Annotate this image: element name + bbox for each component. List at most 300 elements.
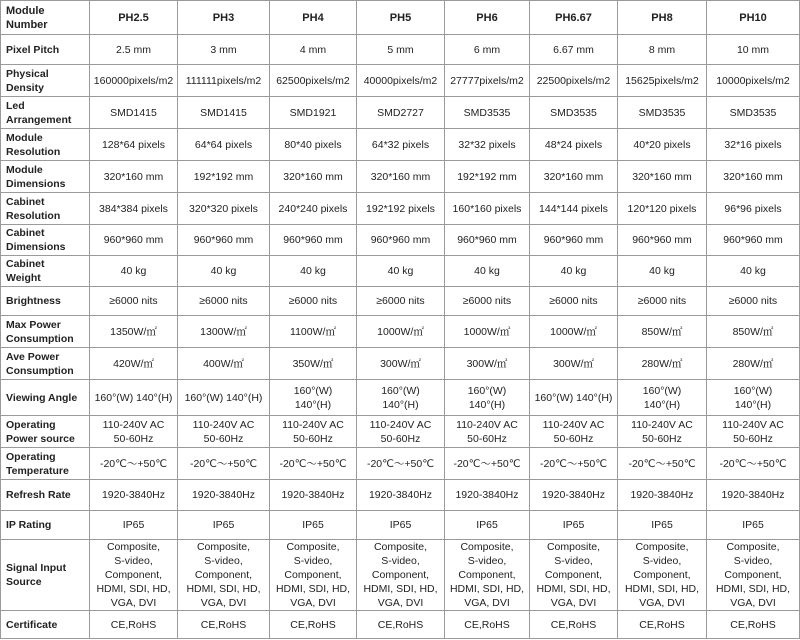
row-label-cell [1,448,90,480]
value-cell [270,193,357,225]
value-cell [618,511,707,540]
value-cell [530,193,618,225]
value-cell-line: VGA, DVI [550,597,597,609]
value-cell-line: SMD1921 [289,106,337,119]
value-cell-line: 1920-3840Hz [541,489,606,501]
value-cell [707,129,800,161]
value-cell-line: 280W/㎡ [641,357,683,370]
value-cell [178,380,270,416]
value-cell-line: ≥6000 nits [728,295,778,307]
value-cell-line: SMD3535 [463,106,511,119]
row-label-cell-line: Operating [6,450,56,463]
value-cell-line: HDMI, SDI, HD, [624,583,700,595]
value-cell-line: 10000pixels/m2 [716,74,790,87]
value-cell [530,161,618,193]
value-cell-line: ≥6000 nits [549,295,598,307]
row-label-cell-line: Brightness [6,295,61,307]
value-cell [90,480,178,511]
value-cell-line: 144*144 pixels [539,202,608,215]
value-cell-line: -20℃～+50℃ [719,457,787,470]
value-cell-line: HDMI, SDI, HD, [275,583,351,595]
value-cell [178,416,270,448]
value-cell [618,129,707,161]
value-cell-line: 192*192 mm [457,170,517,183]
value-cell-line: 1920-3840Hz [191,489,256,501]
value-cell-line: 140°(H) [643,398,681,411]
value-cell-line: VGA, DVI [200,597,247,609]
value-cell [445,65,530,97]
row-label-cell-line: Density [6,81,44,94]
value-cell-line: 64*32 pixels [371,138,430,151]
value-cell-line: HDMI, SDI, HD, [96,583,171,595]
value-cell-line: SMD1415 [110,106,157,119]
value-cell-line: 40 kg [740,265,766,277]
value-cell [178,225,270,256]
value-cell [270,316,357,348]
table-row [1,193,800,225]
value-cell-line: 5 mm [387,43,414,56]
value-cell-line: HDMI, SDI, HD, [363,583,438,595]
value-cell-line: HDMI, SDI, HD, [715,583,791,595]
value-cell-line: 40 kg [387,265,414,277]
value-cell-line: 80*40 pixels [284,138,342,151]
model-header-cell: PH6.67 [530,1,618,35]
row-label-cell [1,416,90,448]
value-cell [445,511,530,540]
value-cell [445,35,530,65]
value-cell-line: 850W/㎡ [641,325,683,338]
value-cell [618,348,707,380]
value-cell-line: 192*192 pixels [366,202,435,215]
value-cell [178,448,270,480]
value-cell-line: 40 kg [210,265,237,277]
value-cell [357,380,445,416]
value-cell-line: -20℃～+50℃ [453,457,521,470]
value-cell [270,129,357,161]
value-cell [707,540,800,611]
value-cell-line: IP65 [562,519,585,531]
value-cell [445,316,530,348]
value-cell-line: 40000pixels/m2 [363,74,438,87]
value-cell-line: 320*160 mm [632,170,692,183]
value-cell-line: SMD3535 [638,106,686,119]
value-cell [90,65,178,97]
value-cell-line: 110-240V AC [456,418,518,431]
value-cell-line: VGA, DVI [377,597,424,609]
value-cell [618,480,707,511]
value-cell [530,511,618,540]
value-cell-line: 160°(W) 140°(H) [94,391,173,404]
row-label-cell-line: Signal Input [6,562,67,574]
value-cell-line: 50-60Hz [113,432,154,445]
row-label-cell-line: Source [6,576,42,588]
value-cell [270,256,357,287]
value-cell [707,480,800,511]
value-cell [618,193,707,225]
value-cell [618,35,707,65]
row-label-cell [1,161,90,193]
value-cell-line: IP65 [389,519,412,531]
row-label-cell-line: Cabinet [6,227,45,239]
value-cell-line: 110-240V AC [542,418,605,431]
value-cell [707,287,800,316]
row-label-cell [1,65,90,97]
value-cell [270,380,357,416]
value-cell [707,161,800,193]
value-cell-line: 40 kg [560,265,587,277]
value-cell-line: CE,RoHS [377,618,424,631]
value-cell [707,65,800,97]
value-cell-line: CE,RoHS [730,618,776,631]
value-cell [530,35,618,65]
value-cell-line: Composite, [546,541,601,553]
value-cell [357,448,445,480]
value-cell [618,225,707,256]
value-cell [90,611,178,639]
row-label-cell-line: Cabinet [6,195,45,208]
value-cell-line: 850W/㎡ [732,325,774,338]
value-cell [530,480,618,511]
value-cell-line: S-video, [293,555,333,567]
table-row [1,611,800,639]
value-cell-line: 160°(W) 140°(H) [534,391,613,404]
model-header-cell: PH10 [707,1,800,35]
value-cell-line: 110-240V AC [722,418,784,431]
value-cell-line: 1920-3840Hz [101,489,166,501]
value-cell-line: 960*960 mm [283,234,343,246]
value-cell [530,348,618,380]
value-cell [707,380,800,416]
value-cell [90,287,178,316]
value-cell [357,348,445,380]
value-cell [270,611,357,639]
row-label-cell-line: Operating [6,418,56,431]
row-label-cell [1,611,90,639]
value-cell-line: 960*960 mm [103,234,164,246]
value-cell [618,380,707,416]
value-cell-line: Component, [458,569,516,581]
value-cell-line: IP65 [302,519,324,531]
value-cell-line: CE,RoHS [200,618,247,631]
value-cell-line: 160°(W) [733,384,773,397]
value-cell-line: 1000W/㎡ [377,325,424,338]
value-cell-line: 1920-3840Hz [630,489,694,501]
value-cell [270,511,357,540]
row-label-cell-line: Viewing Angle [6,391,78,404]
value-cell [445,611,530,639]
value-cell [270,287,357,316]
value-cell [178,193,270,225]
value-cell [90,193,178,225]
value-cell-line: SMD3535 [550,106,597,119]
value-cell [270,35,357,65]
value-cell-line: VGA, DVI [639,597,685,609]
value-cell [357,35,445,65]
value-cell-line: 50-60Hz [642,432,682,445]
row-label-cell-line: Module [6,163,43,176]
value-cell-line: CE,RoHS [550,618,597,631]
value-cell [530,611,618,639]
value-cell-line: S-video, [554,555,593,567]
value-cell-line: 1920-3840Hz [281,489,345,501]
value-cell-line: 10 mm [736,43,770,56]
value-cell-line: 40 kg [300,265,326,277]
table-row [1,97,800,129]
table-row [1,256,800,287]
value-cell-line: 110-240V AC [192,418,255,431]
value-cell [618,416,707,448]
value-cell [90,511,178,540]
value-cell-line: Component, [724,569,782,581]
value-cell [445,416,530,448]
header-row [1,1,800,35]
table-row [1,540,800,611]
value-cell [90,129,178,161]
value-cell-line: 1300W/㎡ [200,325,247,338]
value-cell [90,35,178,65]
model-header-cell: PH3 [178,1,270,35]
value-cell-line: 32*16 pixels [724,138,782,151]
value-cell [178,348,270,380]
value-cell [178,316,270,348]
value-cell-line: VGA, DVI [464,597,510,609]
row-label-cell [1,256,90,287]
value-cell [357,65,445,97]
row-label-cell-line: Ave Power [6,350,60,363]
value-cell-line: 40 kg [474,265,500,277]
value-cell-line: 22500pixels/m2 [536,74,611,87]
value-cell [530,448,618,480]
value-cell-line: CE,RoHS [639,618,685,631]
value-cell-line: 62500pixels/m2 [276,74,350,87]
value-cell [530,316,618,348]
value-cell-line: Component, [544,569,603,581]
value-cell [618,611,707,639]
model-header-cell: PH6 [445,1,530,35]
value-cell [178,65,270,97]
value-cell [618,65,707,97]
value-cell-line: IP65 [476,519,498,531]
value-cell [707,97,800,129]
value-cell-line: 3 mm [210,43,237,56]
value-cell-line: 140°(H) [382,398,419,411]
value-cell-line: 240*240 pixels [278,202,348,215]
value-cell-line: S-video, [467,555,507,567]
value-cell-line: S-video, [381,555,420,567]
table-row [1,511,800,540]
value-cell [445,256,530,287]
value-cell-line: Composite, [373,541,428,553]
value-cell-line: 40 kg [649,265,675,277]
value-cell-line: HDMI, SDI, HD, [186,583,261,595]
value-cell [270,161,357,193]
value-cell [530,129,618,161]
value-cell [357,511,445,540]
value-cell-line: 50-60Hz [380,432,421,445]
value-cell-line: SMD2727 [377,106,424,119]
value-cell-line: Composite, [460,541,514,553]
value-cell-line: S-video, [642,555,682,567]
value-cell-line: 960*960 mm [457,234,517,246]
value-cell-line: 110-240V AC [102,418,165,431]
value-cell-line: IP65 [742,519,764,531]
value-cell-line: Composite, [196,541,251,553]
value-cell-line: CE,RoHS [110,618,157,631]
row-label-cell [1,380,90,416]
row-label-cell-line: IP Rating [6,519,52,531]
row-label-cell-line: Arrangement [6,113,72,126]
value-cell-line: 111111pixels/m2 [185,74,262,87]
value-cell [445,540,530,611]
value-cell [445,448,530,480]
value-cell-line: Composite, [286,541,340,553]
value-cell-line: HDMI, SDI, HD, [449,583,525,595]
value-cell [530,256,618,287]
table-row [1,480,800,511]
row-label-cell [1,193,90,225]
value-cell [707,35,800,65]
value-cell [618,97,707,129]
value-cell-line: -20℃～+50℃ [539,457,608,470]
value-cell-line: 280W/㎡ [732,357,774,370]
row-label-cell [1,97,90,129]
value-cell-line: ≥6000 nits [109,295,158,307]
value-cell-line: 2.5 mm [115,43,151,56]
value-cell [357,480,445,511]
value-cell [618,448,707,480]
model-header-cell: PH2.5 [90,1,178,35]
value-cell-line: 960*960 mm [193,234,254,246]
value-cell-line: 96*96 pixels [724,202,782,215]
value-cell [357,97,445,129]
value-cell-line: 320*160 mm [283,170,343,183]
value-cell [445,225,530,256]
value-cell-line: Component, [371,569,430,581]
table-row [1,35,800,65]
table-row [1,316,800,348]
row-label-cell-line: Consumption [6,332,74,345]
value-cell [707,316,800,348]
value-cell-line: 320*320 pixels [189,202,258,215]
table-row [1,348,800,380]
row-label-cell-line: Pixel Pitch [6,43,60,56]
value-cell [90,161,178,193]
value-cell-line: Component, [284,569,342,581]
value-cell-line: 4 mm [299,43,327,56]
row-label-cell-line: Refresh Rate [6,489,71,501]
table-row [1,380,800,416]
value-cell-line: 320*160 mm [543,170,604,183]
value-cell-line: 300W/㎡ [553,357,594,370]
value-cell-line: 64*64 pixels [194,138,253,151]
value-cell-line: 300W/㎡ [466,357,508,370]
value-cell-line: 960*960 mm [632,234,692,246]
corner-header-cell [1,1,90,35]
value-cell-line: Composite, [106,541,161,553]
value-cell [178,129,270,161]
row-label-cell-line: Physical [6,67,49,80]
value-cell-line: 32*32 pixels [458,138,516,151]
row-label-cell-line: Cabinet [6,258,45,270]
row-label-cell-line: Module [6,131,43,144]
value-cell [530,416,618,448]
value-cell [707,193,800,225]
value-cell [357,129,445,161]
value-cell [618,287,707,316]
row-label-cell-line: Dimensions [6,177,66,190]
value-cell [707,256,800,287]
value-cell-line: CE,RoHS [290,618,336,631]
row-label-cell [1,316,90,348]
table-row [1,65,800,97]
value-cell [90,225,178,256]
value-cell [445,161,530,193]
value-cell [445,380,530,416]
value-cell [530,540,618,611]
row-label-cell-line: Led [6,99,25,112]
value-cell [707,416,800,448]
value-cell [178,35,270,65]
value-cell-line: 350W/㎡ [292,357,334,370]
value-cell [178,540,270,611]
value-cell-line: 120*120 pixels [627,202,697,215]
value-cell-line: 1350W/㎡ [110,325,157,338]
value-cell-line: 960*960 mm [370,234,431,246]
value-cell [445,480,530,511]
value-cell-line: -20℃～+50℃ [189,457,258,470]
value-cell-line: 160000pixels/m2 [93,74,174,87]
value-cell-line: 384*384 pixels [99,202,168,215]
value-cell-line: -20℃～+50℃ [279,457,347,470]
value-cell-line: VGA, DVI [730,597,776,609]
value-cell-line: Component, [194,569,253,581]
value-cell [178,480,270,511]
value-cell-line: 420W/㎡ [113,357,154,370]
value-cell-line: 400W/㎡ [203,357,244,370]
table-row [1,287,800,316]
value-cell-line: 960*960 mm [543,234,604,246]
value-cell [707,448,800,480]
value-cell [90,448,178,480]
value-cell-line: 6.67 mm [553,43,594,56]
value-cell [357,316,445,348]
value-cell-line: 128*64 pixels [101,138,166,151]
value-cell-line: ≥6000 nits [376,295,425,307]
value-cell-line: 1100W/㎡ [290,325,336,338]
value-cell-line: 1000W/㎡ [550,325,597,338]
row-label-cell [1,348,90,380]
row-label-cell-line: Consumption [6,364,74,377]
value-cell-line: 50-60Hz [467,432,507,445]
value-cell-line: -20℃～+50℃ [366,457,435,470]
value-cell [357,161,445,193]
value-cell-line: 160°(W) [467,384,507,397]
table-row [1,161,800,193]
value-cell-line: VGA, DVI [110,597,157,609]
value-cell-line: 40*20 pixels [633,138,691,151]
value-cell [618,316,707,348]
value-cell [618,161,707,193]
value-cell-line: ≥6000 nits [462,295,512,307]
value-cell-line: 960*960 mm [723,234,783,246]
value-cell [707,611,800,639]
value-cell-line: 140°(H) [734,398,772,411]
value-cell-line: ≥6000 nits [288,295,338,307]
value-cell [178,287,270,316]
value-cell [270,225,357,256]
row-label-cell-line: Resolution [6,145,61,158]
value-cell [270,97,357,129]
